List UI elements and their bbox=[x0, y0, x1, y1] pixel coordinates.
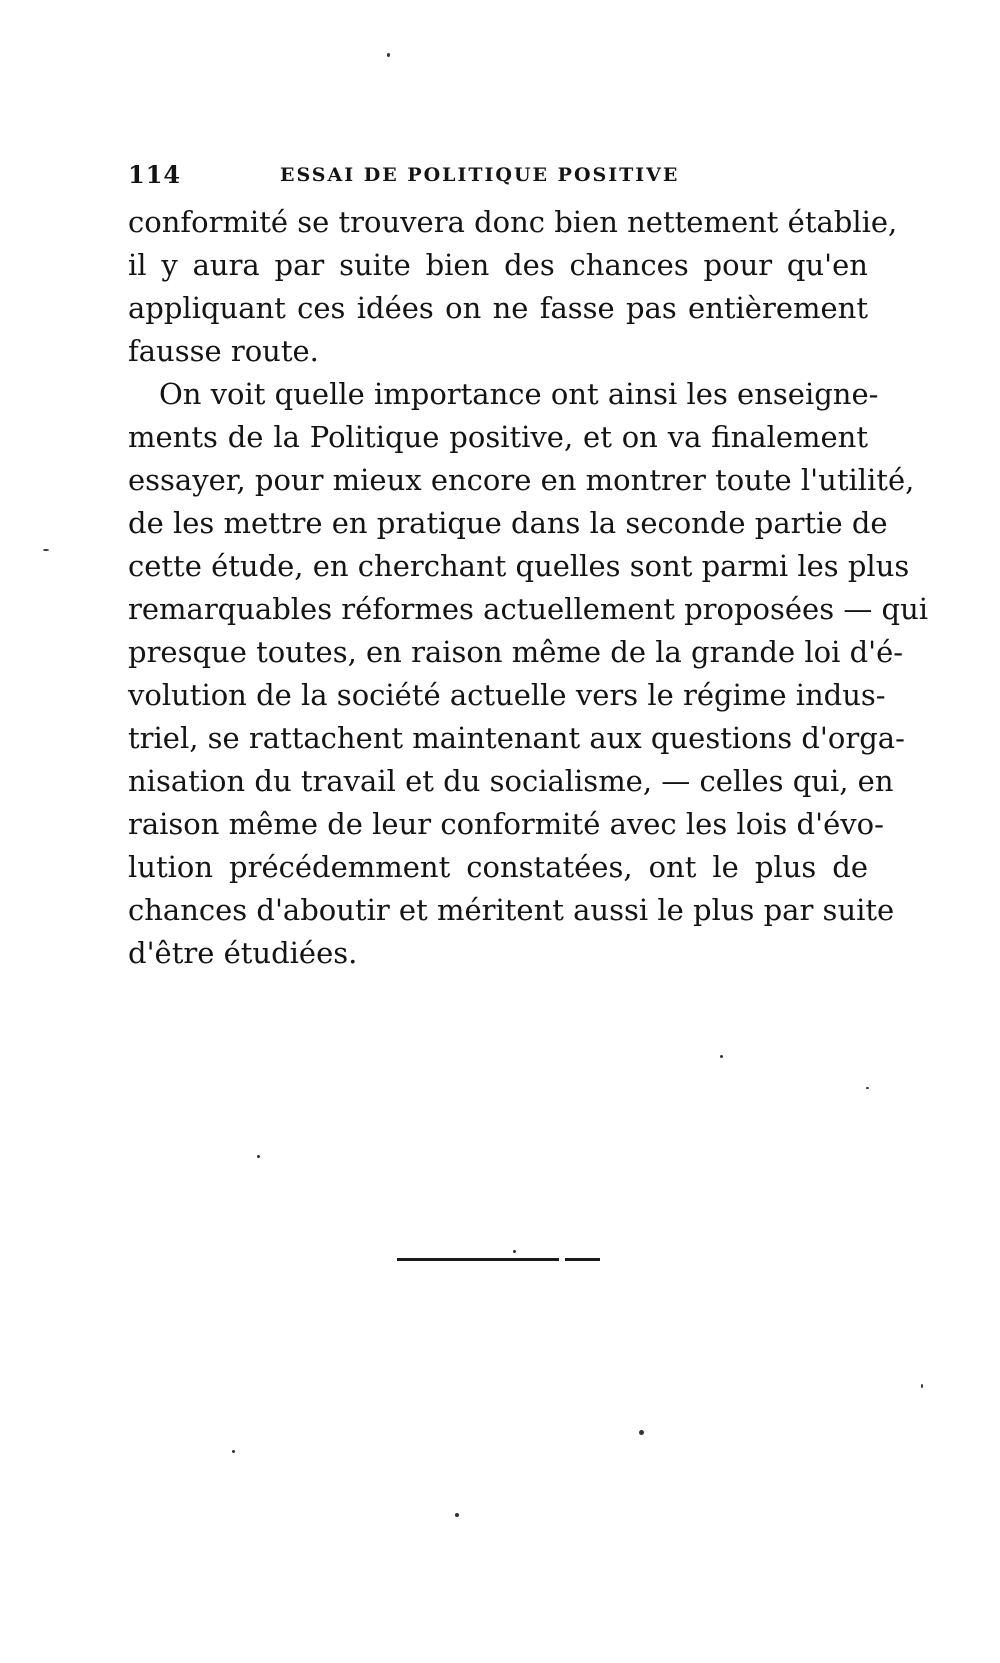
scan-speck bbox=[921, 1384, 923, 1388]
running-header bbox=[128, 160, 708, 190]
text-line: essayer, pour mieux encore en montrer toute l'utilité, bbox=[128, 463, 915, 497]
scan-speck bbox=[387, 53, 390, 57]
text-line: remarquables réformes actuellement proposées — qui bbox=[128, 592, 929, 626]
text-line: volution de la société actuelle vers le régime indus- bbox=[128, 678, 886, 712]
text-line: il y aura par suite bien des chances pour qu'en bbox=[128, 248, 868, 282]
paragraph-2 bbox=[128, 373, 929, 975]
running-title: ESSAI DE POLITIQUE POSITIVE bbox=[280, 164, 680, 186]
scan-speck bbox=[639, 1430, 644, 1435]
text-line: ments de la Politique positive, et on va finalement bbox=[128, 420, 868, 454]
text-line: raison même de leur conformité avec les lois d'évo- bbox=[128, 807, 884, 841]
page-number: 114 bbox=[128, 160, 182, 189]
text-line: triel, se rattachent maintenant aux questions d'orga- bbox=[128, 721, 905, 755]
scan-speck bbox=[866, 1087, 869, 1089]
body-text bbox=[128, 201, 929, 975]
text-line: presque toutes, en raison même de la grande loi d'é- bbox=[128, 635, 904, 669]
end-rule-short bbox=[565, 1258, 600, 1261]
text-line: cette étude, en cherchant quelles sont parmi les plus bbox=[128, 549, 910, 583]
end-rule bbox=[397, 1258, 559, 1261]
scan-speck bbox=[257, 1155, 260, 1158]
text-line: d'être étudiées. bbox=[128, 936, 358, 970]
text-line: nisation du travail et du socialisme, — celles qui, en bbox=[128, 764, 894, 798]
text-line: chances d'aboutir et méritent aussi le plus par suite bbox=[128, 893, 895, 927]
paragraph-1 bbox=[128, 201, 898, 373]
scan-speck bbox=[232, 1450, 235, 1453]
text-line: conformité se trouvera donc bien nettement établie, bbox=[128, 205, 898, 239]
text-line: de les mettre en pratique dans la seconde partie de bbox=[128, 506, 888, 540]
text-line: lution précédemment constatées, ont le plus de bbox=[128, 850, 868, 884]
text-line: fausse route. bbox=[128, 334, 319, 368]
text-line: On voit quelle importance ont ainsi les enseigne- bbox=[159, 377, 879, 411]
scan-speck bbox=[43, 549, 49, 551]
scan-speck bbox=[720, 1055, 723, 1058]
scan-speck bbox=[455, 1513, 459, 1517]
scan-speck bbox=[513, 1250, 516, 1253]
text-line: appliquant ces idées on ne fasse pas entièrement bbox=[128, 291, 868, 325]
